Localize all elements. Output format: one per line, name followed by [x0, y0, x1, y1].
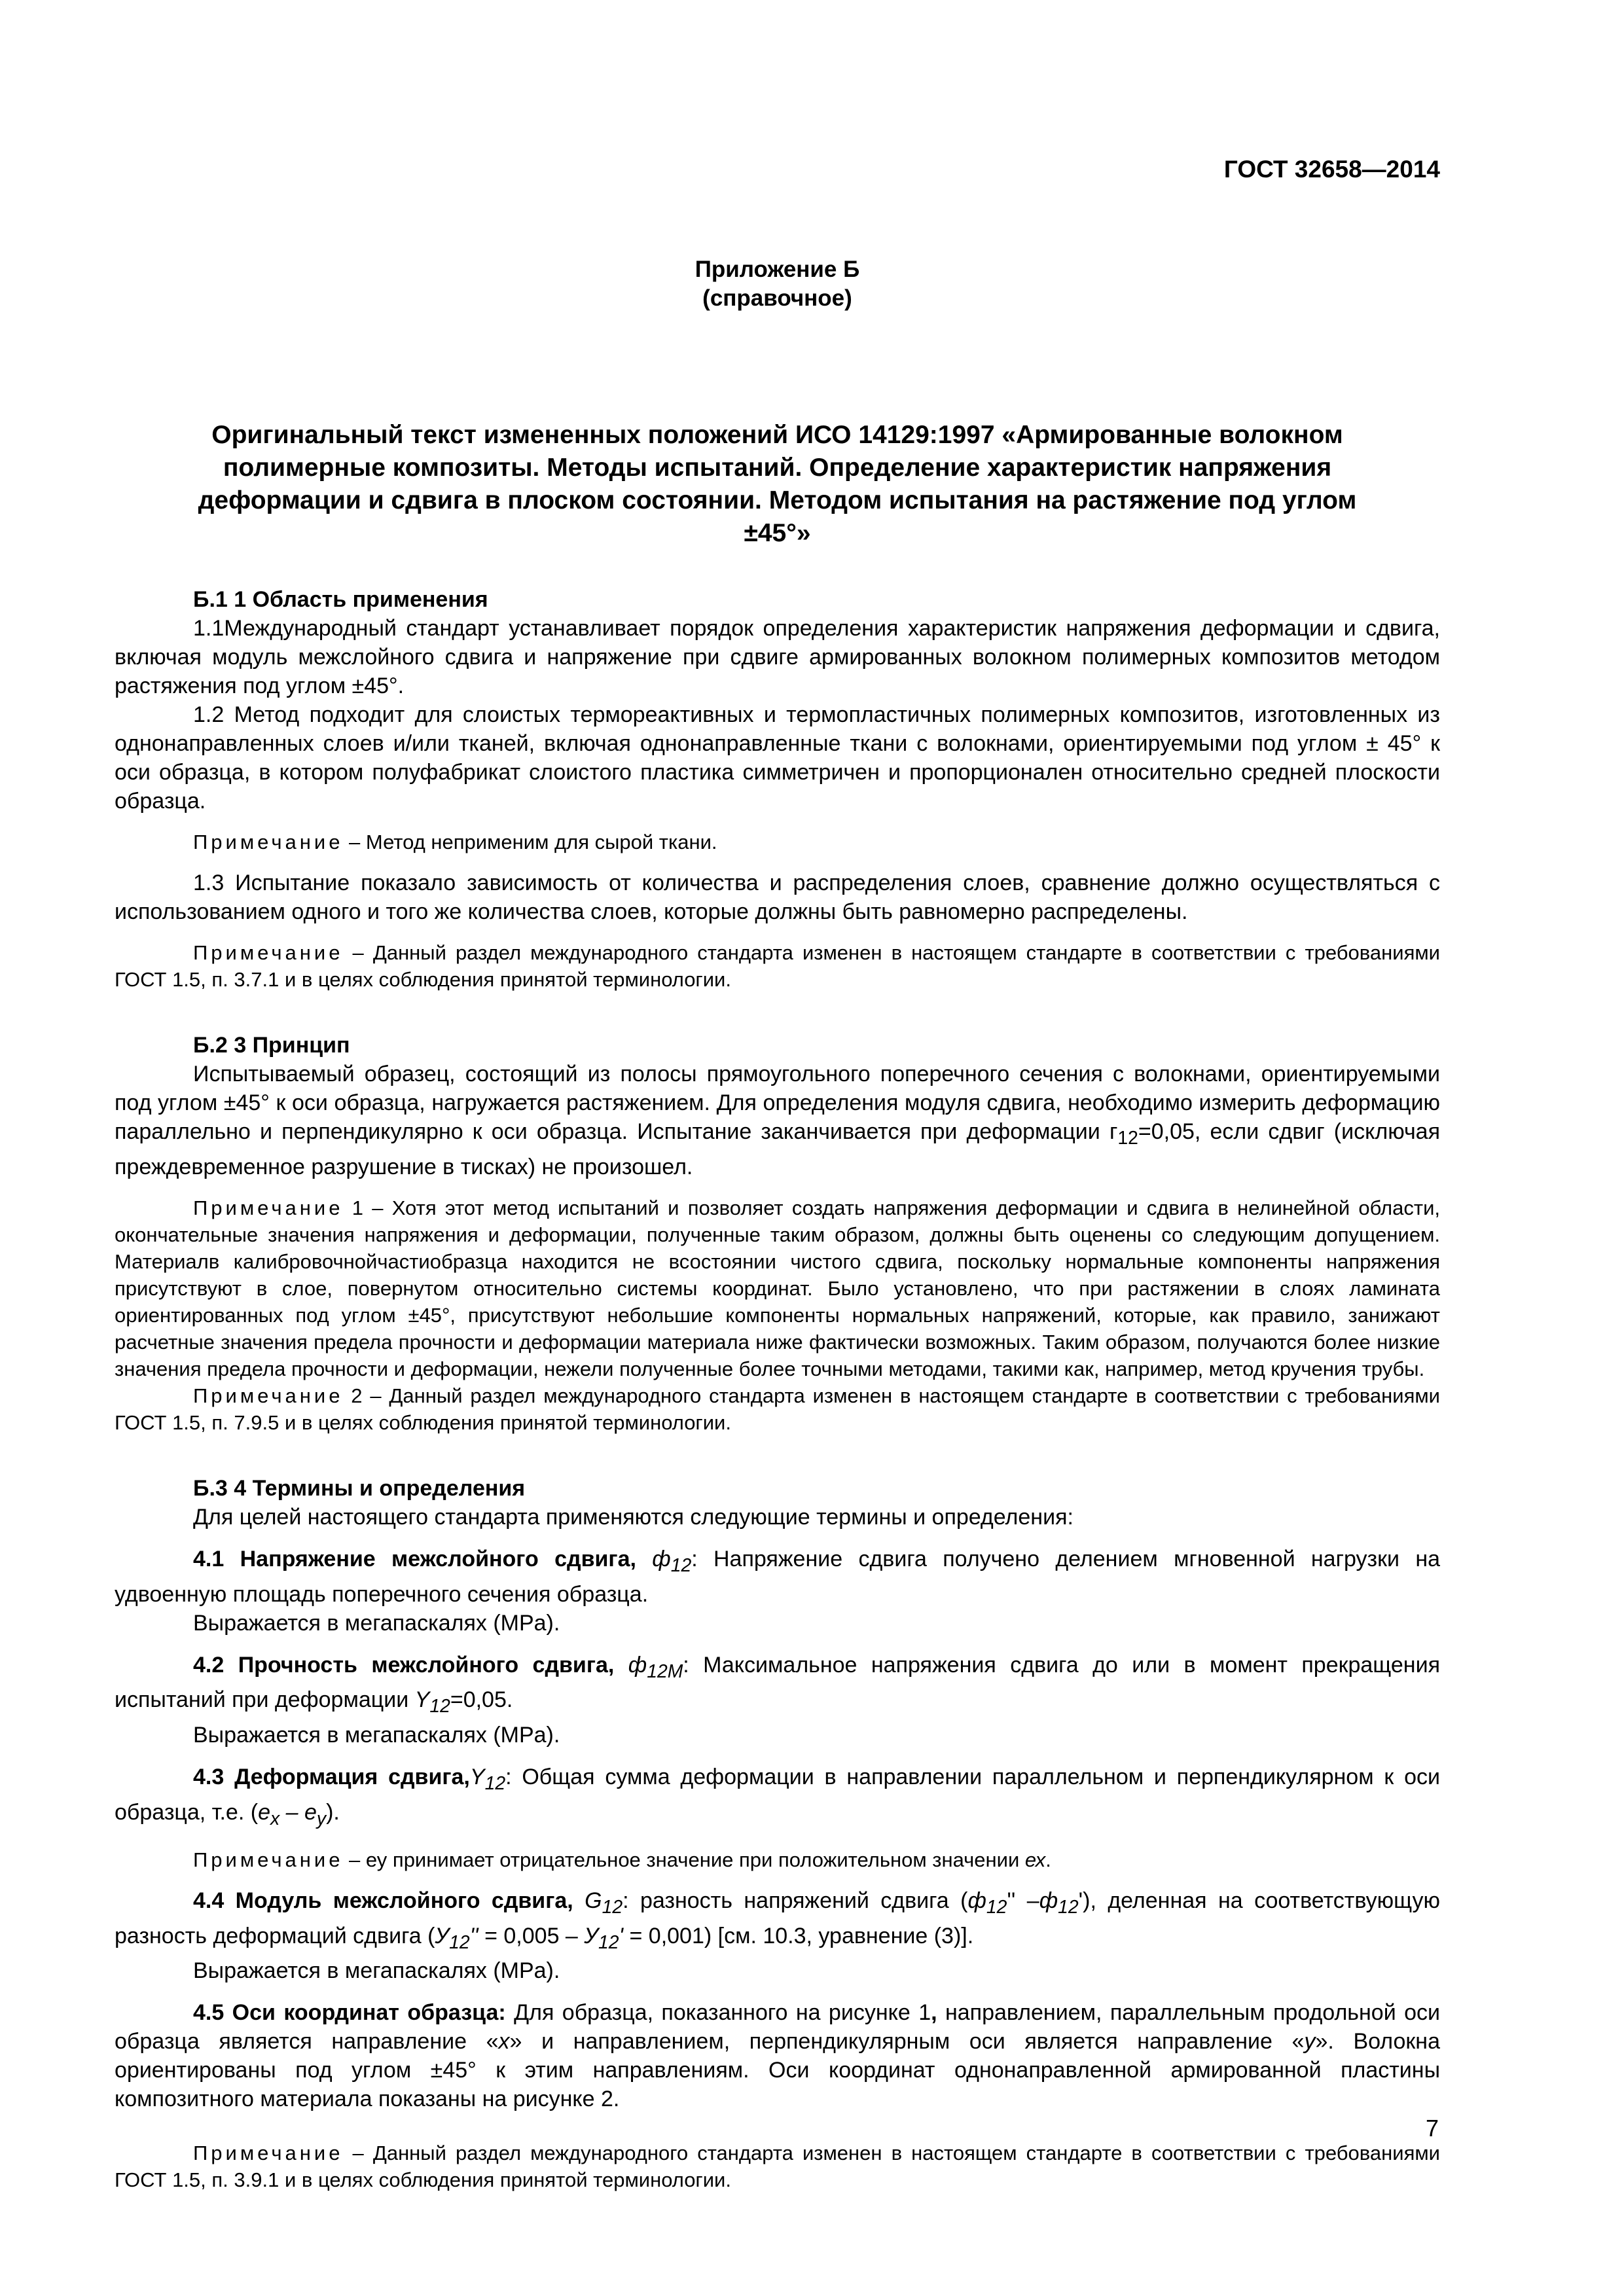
section-b2-paragraph-1: [115, 1060, 1440, 1181]
note-text: – еу принимает отрицательное значение при положительном значении: [343, 1848, 1025, 1871]
symbol: е: [304, 1799, 317, 1825]
term-4-4-unit: Выражается в мегапаскалях (МPа).: [193, 1958, 560, 1984]
appendix-title: Приложение Б: [695, 257, 860, 282]
term-text: » и направлением, перпендикулярным оси является направление «: [509, 2029, 1305, 2054]
appendix-heading: [115, 255, 1440, 313]
term-4-3: [115, 1763, 1440, 1833]
subscript: x: [270, 1808, 280, 1829]
term-4-4: [115, 1886, 1440, 1957]
symbol: ф: [628, 1652, 647, 1677]
symbol: ех: [1024, 1848, 1046, 1871]
term-title: 4.5 Оси координат образца:: [193, 2000, 506, 2026]
section-b2-note-1: [115, 1194, 1440, 1382]
section-b3-note-2: [115, 2140, 1440, 2193]
term-text: Для образца, показанного на рисунке 1: [505, 2000, 931, 2026]
subscript: 12: [1117, 1127, 1138, 1149]
symbol: У: [435, 1923, 450, 1948]
note-label: Примечание: [193, 941, 344, 964]
prime-mark: ': [1078, 1888, 1083, 1913]
term-title: 4.1 Напряжение межслойного сдвига,: [193, 1546, 653, 1571]
term-4-2: [115, 1651, 1440, 1721]
prime-mark: ': [619, 1923, 624, 1948]
subscript: 12: [484, 1772, 506, 1794]
term-text: : Общая сумма деформации в направлении параллельном и перпендикулярном к оси образца, т.е. (: [115, 1765, 1440, 1825]
term-text: ), деленная на соответствующую разность деформаций сдвига (: [115, 1888, 1440, 1948]
prime-mark: '': [1007, 1888, 1016, 1913]
subscript: y: [316, 1808, 327, 1829]
term-text: –: [1015, 1888, 1039, 1913]
note-text: 2 – Данный раздел международного стандарта изменен в настоящем стандарте в соответствии с требованиями ГОСТ 1.5, п. 7.9.5 и в целях соблюдения принятой терминологии.: [115, 1384, 1440, 1434]
term-title: 4.4 Модуль межслойного сдвига,: [193, 1888, 585, 1913]
subscript: 12: [449, 1931, 470, 1953]
term-4-1-unit: Выражается в мегапаскалях (МPа).: [193, 1610, 560, 1636]
term-text: = 0,005 –: [478, 1923, 585, 1948]
note-label: Примечание: [193, 1384, 344, 1407]
subscript: 12: [602, 1896, 623, 1918]
subscript: 12: [1058, 1896, 1079, 1918]
section-b1-note-1: [115, 829, 1440, 855]
note-text: – Данный раздел международного стандарта изменен в настоящем стандарте в соответствии с требованиями ГОСТ 1.5, п. 3.7.1 и в целях соблюдения принятой терминологии.: [115, 941, 1440, 991]
term-text: : Напряжение сдвига получено делением мгновенной нагрузки на удвоенную площадь поперечного сечения образца.: [115, 1546, 1441, 1607]
text-run: Испытываемый образец, состоящий из полосы прямоугольного поперечного сечения с волокнами, ориентируемыми под углом ±45° к оси образца, нагружается растяжением. Для определения модуля сдвига, необходимо измерить деформацию параллельно и перпендикулярно к оси образца. Испытание заканчивается при деформации г: [115, 1062, 1440, 1144]
term-title: 4.2 Прочность межслойного сдвига,: [193, 1652, 628, 1677]
note-label: Примечание: [193, 2142, 344, 2165]
prime-mark: '': [469, 1923, 478, 1948]
term-title: 4.3 Деформация сдвига,: [193, 1765, 470, 1790]
term-text: : Максимальное напряжения сдвига до или в момент прекращения испытаний при деформации: [115, 1652, 1440, 1713]
symbol: е: [258, 1799, 270, 1825]
standard-id: ГОСТ 32658—2014: [1223, 156, 1440, 183]
term-text: =0,05.: [450, 1687, 513, 1713]
symbol: У: [584, 1923, 599, 1948]
page-number: 7: [1425, 2115, 1439, 2142]
symbol: у: [1304, 2029, 1316, 2054]
subscript: 12: [670, 1554, 692, 1576]
symbol: G: [585, 1888, 602, 1913]
symbol: –: [280, 1799, 304, 1825]
section-b2-note-2: [115, 1382, 1440, 1436]
section-b3-heading: Б.3 4 Термины и определения: [193, 1475, 526, 1501]
text-run: =0,05, если сдвиг (исключая преждевременное разрушение в тисках) не произошел.: [115, 1119, 1441, 1179]
appendix-subtitle: (справочное): [702, 285, 852, 311]
term-text: ». Волокна ориентированы под углом ±45° к этим направлениям. Оси координат однонаправленной армированной пластины композитного материала показаны на рисунке 2.: [115, 2029, 1440, 2112]
term-4-5: [115, 1998, 1440, 2113]
section-b1-note-2: [115, 939, 1440, 993]
term-text: ,: [931, 2000, 937, 2026]
term-4-3-note: [115, 1846, 1440, 1873]
section-b1-paragraph-2: 1.2 Метод подходит для слоистых термореактивных и термопластичных полимерных композитов, изготовленных из однонаправленных слоев и/или тканей, включая однонаправленные ткани с волокнами, ориентируемыми под углом ± 45° к оси образца, в котором полуфабрикат слоистого пластика симметричен и пропорционален относительно средней плоскости образца.: [115, 702, 1440, 814]
section-b3-intro: Для целей настоящего стандарта применяются следующие термины и определения:: [193, 1504, 1074, 1530]
symbol: Y: [469, 1765, 485, 1790]
term-4-1: [115, 1545, 1440, 1609]
note-text: – Данный раздел международного стандарта изменен в настоящем стандарте в соответствии с требованиями ГОСТ 1.5, п. 3.9.1 и в целях соблюдения принятой терминологии.: [115, 2142, 1440, 2192]
section-b2-heading: Б.2 3 Принцип: [193, 1033, 350, 1058]
section-b1-paragraph-1: 1.1Международный стандарт устанавливает порядок определения характеристик напряжения деформации и сдвига, включая модуль межслойного сдвига и напряжение при сдвиге армированных волокном полимерных композитов методом растяжения под углом ±45°.: [115, 616, 1440, 698]
subscript: 12М: [647, 1660, 683, 1682]
symbol: ф: [967, 1888, 986, 1913]
term-4-2-unit: Выражается в мегапаскалях (МPа).: [193, 1723, 560, 1748]
note-label: Примечание: [193, 831, 344, 853]
symbol: Y: [414, 1687, 430, 1713]
note-label: Примечание: [193, 1196, 344, 1219]
subscript: 12: [986, 1896, 1007, 1918]
note-label: Примечание: [193, 1848, 344, 1871]
section-b1-heading: Б.1 1 Область применения: [193, 587, 488, 612]
note-text: 1 – Хотя этот метод испытаний и позволяет создать напряжения деформации и сдвига в нелинейной области, окончательные значения напряжения и деформации, полученные таким образом, должны быть оценены со следующим допущением. Материалв калибровочнойчастиобразца находится не всостоянии чистого сдвига, поскольку нормальные компоненты напряжения присутствуют в слое, повернутом относительно системы координат. Было установлено, что при растяжении в слоях ламината ориентированных под углом ±45°, присутствуют небольшие компоненты нормальных напряжений, которые, как правило, занижают расчетные значения предела прочности и деформации материала ниже фактически возможных. Таким образом, получаются более низкие значения предела прочности и деформации, нежели полученные более точными методами, такими как, например, метод кручения трубы.: [115, 1196, 1440, 1380]
term-text: : разность напряжений сдвига (: [623, 1888, 968, 1913]
subscript: 12: [598, 1931, 619, 1953]
term-text: = 0,001) [см. 10.3, уравнение (3)].: [623, 1923, 974, 1948]
note-text: – Метод неприменим для сырой ткани.: [343, 831, 717, 853]
page-content: [115, 154, 1440, 2193]
section-b1-paragraph-3: 1.3 Испытание показало зависимость от количества и распределения слоев, сравнение должно осуществляться с использованием одного и того же количества слоев, которые должны быть равномерно распределены.: [115, 870, 1440, 924]
symbol: ф: [1039, 1888, 1058, 1913]
term-text: ).: [326, 1799, 340, 1825]
symbol: ф: [652, 1546, 671, 1571]
symbol: х: [498, 2029, 510, 2054]
document-title: Оригинальный текст измененных положений ИСО 14129:1997 «Армированные волокном полимерные композиты. Методы испытаний. Определение характеристик напряжения деформации и сдвига в плоском состоянии. Методом испытания на растяжение под углом ±45°»: [198, 421, 1357, 547]
note-text: .: [1045, 1848, 1051, 1871]
subscript: 12: [429, 1696, 450, 1717]
term-text: направлением, параллельным продольной оси образца является направление «: [115, 2000, 1441, 2054]
